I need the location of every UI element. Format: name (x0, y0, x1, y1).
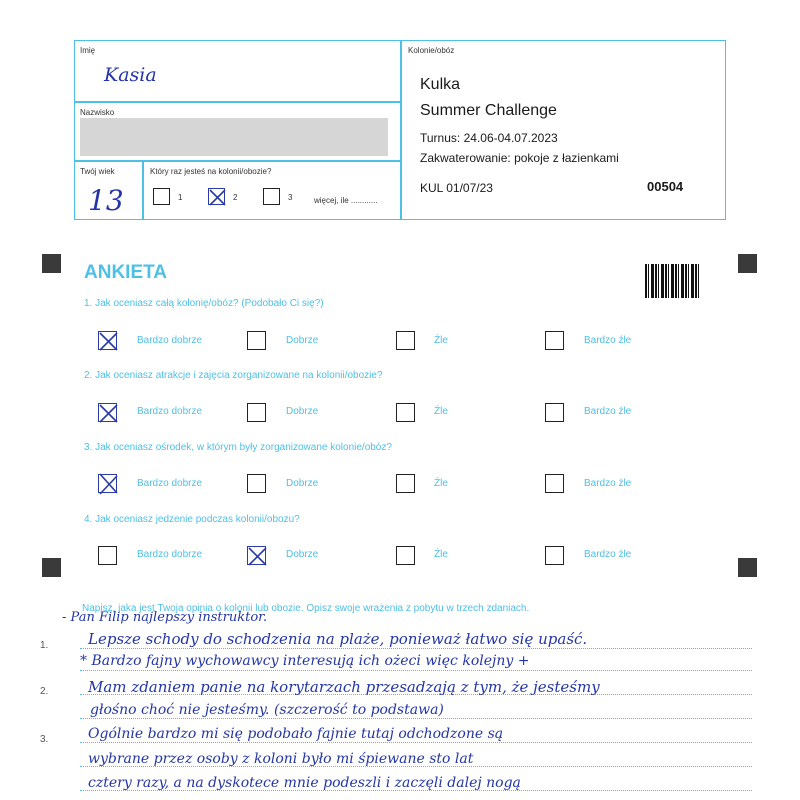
q2-option-dobrze-label: Dobrze (286, 406, 319, 417)
zakwaterowanie-label: Zakwaterowanie: (420, 151, 511, 165)
writing-line (80, 670, 752, 671)
zakwaterowanie-row (420, 151, 619, 165)
registration-marker-top-right (738, 254, 757, 273)
q3-option-dobrze-checkbox[interactable] (247, 474, 266, 493)
handwriting-line: * Bardzo fajny wychowawcy interesują ich ożeci więc kolejny + (80, 653, 530, 669)
turnus-value: 24.06-04.07.2023 (463, 131, 558, 145)
handwriting-line: Lepsze schody do schodzenia na plaże, ponieważ łatwo się upaść. (88, 630, 588, 648)
survey-title: ANKIETA (84, 262, 168, 283)
camp-code: KUL 01/07/23 (420, 181, 493, 195)
ktory-raz-label: Który raz jesteś na kolonii/obozie? (150, 167, 272, 176)
turnus-label: Turnus: (420, 131, 461, 145)
q4-option-bardzo-zle-label: Bardzo źle (584, 549, 632, 560)
ktory-raz-checkbox-3[interactable] (263, 188, 280, 205)
question-2: 2. Jak oceniasz atrakcje i zajęcia zorganizowane na kolonii/obozie? (84, 370, 383, 381)
q4-option-dobrze-checkbox[interactable] (247, 546, 266, 565)
check-x-icon (207, 187, 228, 208)
ktory-raz-option-1: 1 (178, 193, 183, 202)
line-number-3: 3. (40, 734, 49, 745)
q2-option-dobrze-checkbox[interactable] (247, 403, 266, 422)
writing-line (80, 718, 752, 719)
handwriting-line: - Pan Filip najlepszy instruktor. (62, 610, 268, 625)
q2-option-zle-label: Źle (434, 406, 448, 417)
registration-marker-top-left (42, 254, 61, 273)
question-3: 3. Jak oceniasz ośrodek, w którym były zorganizowane kolonie/obóz? (84, 442, 392, 453)
check-x-icon (246, 545, 269, 568)
question-1: 1. Jak oceniasz całą kolonię/obóz? (Podobało Ci się?) (84, 298, 324, 309)
q1-option-bardzo-zle-label: Bardzo źle (584, 335, 632, 346)
q2-option-bardzo-zle-label: Bardzo źle (584, 406, 632, 417)
form-number: 00504 (647, 179, 684, 194)
header-divider-age (142, 160, 144, 220)
imie-value: Kasia (104, 64, 157, 86)
question-4: 4. Jak oceniasz jedzenie podczas kolonii/obozu? (84, 514, 300, 525)
q4-option-bardzo-dobrze-label: Bardzo dobrze (137, 549, 203, 560)
q3-option-bardzo-dobrze-checkbox[interactable] (98, 474, 117, 493)
handwriting-line: Mam zdaniem panie na korytarzach przesadzają z tym, że jesteśmy (88, 678, 600, 696)
line-number-1: 1. (40, 640, 49, 651)
barcode (645, 264, 701, 298)
q1-option-bardzo-zle-checkbox[interactable] (545, 331, 564, 350)
check-x-icon (97, 473, 120, 496)
q3-option-bardzo-zle-checkbox[interactable] (545, 474, 564, 493)
q2-option-bardzo-zle-checkbox[interactable] (545, 403, 564, 422)
writing-line (80, 648, 752, 649)
q3-option-zle-label: Źle (434, 478, 448, 489)
camp-name: Kulka (420, 76, 461, 93)
header-divider-1 (74, 101, 400, 103)
wiek-label: Twój wiek (80, 167, 115, 176)
opinion-prompt: Napisz, jaka jest Twoja opinia o kolonii lub obozie. Opisz swoje wrażenia z pobytu w trzech zdaniach. (82, 603, 530, 614)
ktory-raz-option-2: 2 (233, 193, 238, 202)
q3-option-dobrze-label: Dobrze (286, 478, 319, 489)
registration-marker-mid-right (738, 558, 757, 577)
check-x-icon (97, 330, 120, 353)
check-x-icon (97, 402, 120, 425)
line-number-2: 2. (40, 686, 49, 697)
q4-option-bardzo-zle-checkbox[interactable] (545, 546, 564, 565)
q4-option-zle-label: Źle (434, 549, 448, 560)
q3-option-zle-checkbox[interactable] (396, 474, 415, 493)
q4-option-zle-checkbox[interactable] (396, 546, 415, 565)
handwriting-line: cztery razy, a na dyskotece mnie podeszli i zaczęli dalej nogą (88, 775, 521, 791)
q4-option-dobrze-label: Dobrze (286, 549, 319, 560)
q1-option-dobrze-label: Dobrze (286, 335, 319, 346)
handwriting-line: wybrane przez osoby z koloni było mi śpiewane sto lat (88, 751, 474, 767)
q1-option-bardzo-dobrze-checkbox[interactable] (98, 331, 117, 350)
turnus-row (420, 131, 558, 145)
nazwisko-redacted (80, 118, 388, 156)
q2-option-bardzo-dobrze-label: Bardzo dobrze (137, 406, 203, 417)
q3-option-bardzo-dobrze-label: Bardzo dobrze (137, 478, 203, 489)
header-divider-vertical (400, 40, 402, 220)
imie-label: Imię (80, 46, 96, 55)
q1-option-dobrze-checkbox[interactable] (247, 331, 266, 350)
writing-line (80, 742, 752, 743)
handwriting-line: głośno choć nie jesteśmy. (szczerość to podstawa) (90, 702, 444, 718)
q1-option-zle-label: Źle (434, 335, 448, 346)
ktory-raz-option-more: więcej, ile ............ (314, 196, 378, 205)
nazwisko-label: Nazwisko (80, 108, 115, 117)
header-divider-2 (74, 160, 400, 162)
ktory-raz-checkbox-1[interactable] (153, 188, 170, 205)
q1-option-zle-checkbox[interactable] (396, 331, 415, 350)
q2-option-zle-checkbox[interactable] (396, 403, 415, 422)
zakwaterowanie-value: pokoje z łazienkami (514, 151, 619, 165)
wiek-value: 13 (88, 184, 124, 217)
q1-option-bardzo-dobrze-label: Bardzo dobrze (137, 335, 203, 346)
ktory-raz-checkbox-2[interactable] (208, 188, 225, 205)
q2-option-bardzo-dobrze-checkbox[interactable] (98, 403, 117, 422)
q3-option-bardzo-zle-label: Bardzo źle (584, 478, 632, 489)
registration-marker-mid-left (42, 558, 61, 577)
q4-option-bardzo-dobrze-checkbox[interactable] (98, 546, 117, 565)
ktory-raz-option-3: 3 (288, 193, 293, 202)
camp-subtitle: Summer Challenge (420, 102, 557, 119)
handwriting-line: Ogólnie bardzo mi się podobało fajnie tutaj odchodzone są (88, 726, 504, 742)
kolonie-label: Kolonie/obóz (408, 46, 455, 55)
